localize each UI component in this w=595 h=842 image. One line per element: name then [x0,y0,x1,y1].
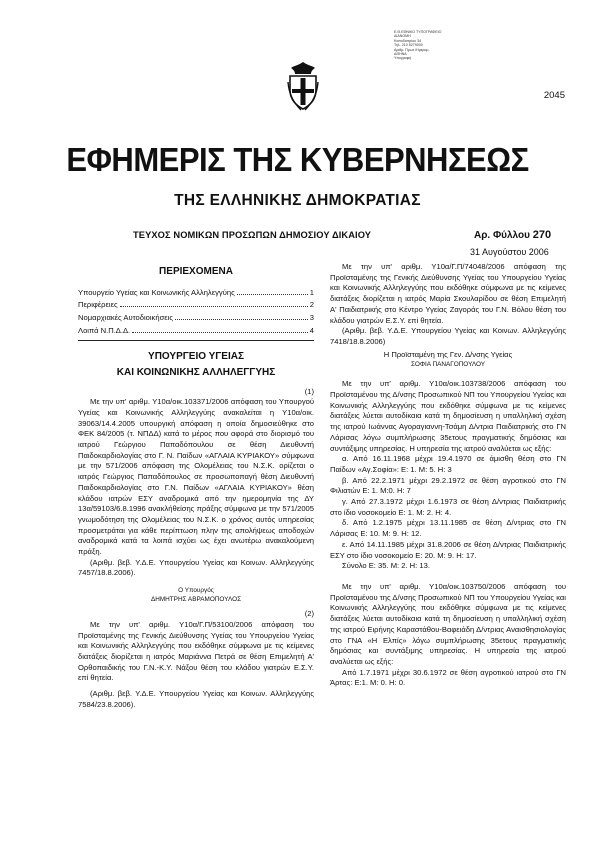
sheet-number [474,229,551,241]
toc-item-page: 4 [309,325,314,335]
service-item: Από 1.7.1971 μέχρι 30.6.1972 σε θέση αγροτικού ιατρού στο ΓΝ Άρτας: Ε:1. Μ: 0. Η: 0. [330,667,566,688]
service-item: ε. Από 14.11.1985 μέχρι 31.8.2006 σε θέση Δ/ντριας Παιδιατρικής ΕΣΥ στο ίδιο νοσοκομείο Ε: 20. Μ: 9. Η: 17. [330,539,566,560]
ministry-heading-line: ΚΑΙ ΚΟΙΝΩΝΙΚΗΣ ΑΛΛΗΛΕΓΓΥΗΣ [116,366,276,378]
act-number: (1) [304,386,314,396]
toc-item-page: 3 [309,313,314,323]
act-paragraph: Με την υπ' αριθμ. Υ10α/οικ.103371/2006 απόφαση του Υπουργού Υγείας και Κοινωνικής Αλληλεγγύης ανακαλείται η Υ10α/οικ. 39063/14.4.2005 υπουργική απόφαση η οποία δημοσιεύθηκε στο ΦΕΚ 84/2005 (τ. ΝΠΔΔ) κατά το μέρος που αφορά στο διορισμό του ιατρού Γεώργιου Παπαδόπουλου σε θέση Διευθυντή Παιδοκαρδιολογίας στο Γ. Ν. Παίδων «ΑΓΛΑΙΑ ΚΥΡΙΑΚΟΥ» σύμφωνα με την 571/2006 απόφαση της Ολομέλειας του Ν.Σ.Κ. ορίζεται ο ιατρός Γεώργιος Παπαδόπουλος σε προσωποπαγή θέση Διευθυντή Παιδοκαρδιολογίας στο Γ.Ν. Παίδων «ΑΓΛΑΙΑ ΚΥΡΙΑΚΟΥ» θέση κλάδου ιατρών ΕΣΥ αναδρομικά από την ημερομηνία της ΔΥ 13α/59103/6.8.1996 ανακλήθείσης πράξης σύμφωνα με την 571/2005 γνωμοδότηση της Ολομέλειας του Ν.Σ.Κ. ο χρόνος αυτός υπηρεσίας προσμετράται για κάθε περίπτωση πλην της απολήψεως αποδοχών αναδρομικά κατά τα λοιπά ισχύει ως έχει ανωτέρω ανακαλούμενη πράξη. [78,397,314,557]
toc-leader [237,294,308,295]
stamp-line: Υπογραφή [394,56,412,61]
stamp-line: Καποδιστρίου 34 [394,38,422,43]
toc-item[interactable] [78,313,314,324]
sheet-number-label: Αρ. Φύλλου [474,230,530,241]
act-paragraph: Με την υπ' αριθμ. Υ10α/Γ.Π/53100/2006 απόφαση του Προϊσταμένης της Γενικής Διεύθυνσης Υγείας του Υπουργείου Υγείας και Κοινωνικής Αλληλεγγύης που εκδόθηκε σύμφωνα με τις κείμενες διατάξεις διορίζεται η ιατρός Μαριάννα Πετρά σε θέση Επιμελητή Α' Ορθοπαιδικής του Γ.Ν.-Κ.Υ. Νάξου θέση του κλάδου γιατρών Ε.Σ.Υ. επί θητεία. [78,619,314,683]
greek-coat-of-arms-icon [287,60,319,112]
act-reference: (Αριθμ. βεβ. Υ.Δ.Ε. Υπουργείου Υγείας και Κοινων. Αλληλεγγύης 7584/23.8.2006). [78,689,314,709]
toc-leader [120,306,308,307]
toc-item[interactable] [78,326,314,337]
toc-item-page: 2 [309,300,314,310]
distribution-stamp [394,30,446,61]
toc-item-label: Υπουργείο Υγείας και Κοινωνικής Αλληλεγγύης [78,287,235,297]
act-paragraph: Με την υπ' αριθμ. Υ10α/οικ.103750/2006 απόφαση του Προϊσταμένου της Δ/νσης Προσωπικού ΝΠ του Υπουργείου Υγείας και Κοινωνικής Αλληλεγγύης που εκδόθηκε σύμφωνα με τις κείμενες διατάξεις λύεται αυτοδίκαια κατά τη δημοσίευση η υπαλληλική σχέση της ιατρού Ειρήνης Καραστάθου-Βαφειάδη Δ/ντριας Αναισθησιολογίας στο ΓΝΑ «Η Ελπίς» λόγω συμπλήρωσης 35ετους πραγματικής δημόσιας και συντάξιμης υπηρεσίας. Η υπηρεσία της ιατρού αναλύεται ως εξής: [330,581,566,666]
toc-item-page: 1 [309,287,314,297]
divider [78,340,314,341]
toc-item[interactable] [78,300,314,311]
signer-name: ΣΟΦΙΑ ΠΑΝΑΓΟΠΟΥΛΟΥ [410,361,486,369]
act-paragraph: Με την υπ' αριθμ. Υ10α/Γ.Π/74048/2006 απόφαση της Προϊσταμένης της Γενικής Διεύθυνσης Υγείας του Υπουργείου Υγείας και Κοινωνικής Αλληλεγγύης που εκδόθηκε σύμφωνα με τις κείμενες διατάξεις διορίζεται η ιατρός Μαρία Σκουλαρίδου σε θέση Επιμελητή Α' Παιδιατρικής στο Κέντρο Υγείας Ζαγοράς του Γ.Ν. Βόλου θέση του κλάδου γιατρών Ε.Σ.Υ. επί θητεία. [330,262,566,325]
gazette-subtitle: ΤΗΣ ΕΛΛΗΝΙΚΗΣ ΔΗΜΟΚΡΑΤΙΑΣ [174,192,421,209]
service-item: γ. Από 27.3.1972 μέχρι 1.6.1973 σε θέση Δ/ντριας Παιδιατρικής στο ίδιο νοσοκομείο Ε: 1. Μ: 2. Η: 4. [330,497,566,517]
act-number: (2) [304,609,314,619]
signer-title: Ο Υπουργός [178,587,214,595]
left-column [78,262,314,713]
toc-leader [175,319,308,320]
signer-name: ΔΗΜΗΤΡΗΣ ΑΒΡΑΜΟΠΟΥΛΟΣ [150,596,242,604]
stamp-line: Τηλ. 210 5279000 [394,43,423,48]
signer-title: Η Προϊσταμένη της Γεν. Δ/νσης Υγείας [383,349,513,359]
act-reference: (Αριθμ. βεβ. Υ.Δ.Ε. Υπουργείου Υγείας και Κοινων. Αλληλεγγύης 7457/18.8.2006). [78,557,314,578]
stamp-line: ΑΘΗΝΑ [394,52,407,57]
contents-title: ΠΕΡΙΕΧΟΜΕΝΑ [159,266,233,277]
service-item: δ. Από 1.2.1975 μέχρι 13.11.1985 σε θέση Δ/ντριας στο ΓΝ Λάρισας Ε: 10. Μ: 9. Η: 12. [330,518,566,539]
toc-leader [132,332,308,333]
service-item: β. Από 22.2.1971 μέχρι 29.2.1972 σε θέση αγροτικού στο ΓΝ Φιλιατών Ε: 1. Μ:0. Η: 7 [330,475,566,496]
gazette-masthead: ΕΦΗΜΕΡΙΣ ΤΗΣ ΚΥΒΕΡΝΗΣΕΩΣ [66,140,529,179]
stamp-line: Αριθμ. Πρωτ./Ημερομ. [394,47,430,52]
act-paragraph: Με την υπ' αριθμ. Υ10α/οικ.103738/2006 απόφαση του Προϊσταμένου της Δ/νσης Προσωπικού ΝΠ του Υπουργείου Υγείας και Κοινωνικής Αλληλεγγύης που εκδόθηκε σύμφωνα με τις κείμενες διατάξεις λύεται αυτοδίκαια κατά τη δημοσίευση η υπαλληλική σχέση της ιατρού Ιωάννας Αγοραγιαννη-Τσάμη Δ/ντρια Παιδιατρικής στο ΓΝ Λάρισας λόγω συμπλήρωσης 35ετους πραγματικής δημόσιας και συντάξιμης υπηρεσίας. Η υπηρεσία της ιατρού αναλύεται ως εξής: [330,379,566,453]
service-total: Σύνολο Ε: 35. Μ: 2. Η: 13. [342,561,430,571]
toc-item-label: Λοιπά Ν.Π.Δ.Δ. [78,325,131,335]
stamp-line: Ε.Θ.ΕΘΝΙΚΟ ΤΥΠΟΓΡΑΦΕΙΟ [394,30,442,34]
issue-date: 31 Αυγούστου 2006 [470,247,549,257]
toc-item-label: Νομαρχιακές Αυτοδιοικήσεις [78,313,173,323]
issue-series: ΤΕΥΧΟΣ ΝΟΜΙΚΩΝ ΠΡΟΣΩΠΩΝ ΔΗΜΟΣΙΟΥ ΔΙΚΑΙΟΥ [133,230,372,240]
toc-item[interactable] [78,288,314,299]
act-reference: (Αριθμ. βεβ. Υ.Δ.Ε. Υπουργείου Υγείας και Κοινων. Αλληλεγγύης 7418/18.8.2006) [330,326,566,346]
ministry-heading-line: ΥΠΟΥΡΓΕΙΟ ΥΓΕΙΑΣ [148,350,244,362]
sheet-number-value: 270 [532,229,552,241]
stamp-line: ΔΙΑΝΟΜΗ [394,34,411,39]
page-number: 2045 [543,90,565,101]
toc-item-label: Περιφέρειες [78,300,118,310]
ministry-heading [78,349,314,381]
service-item: α. Από 16.11.1968 μέχρι 19.4.1970 σε άμισθη θέση στο ΓΝ Παίδων «Αγ.Σοφία»: Ε: 1. Μ: 5. Η: 3 [330,454,566,474]
right-column [330,262,566,689]
